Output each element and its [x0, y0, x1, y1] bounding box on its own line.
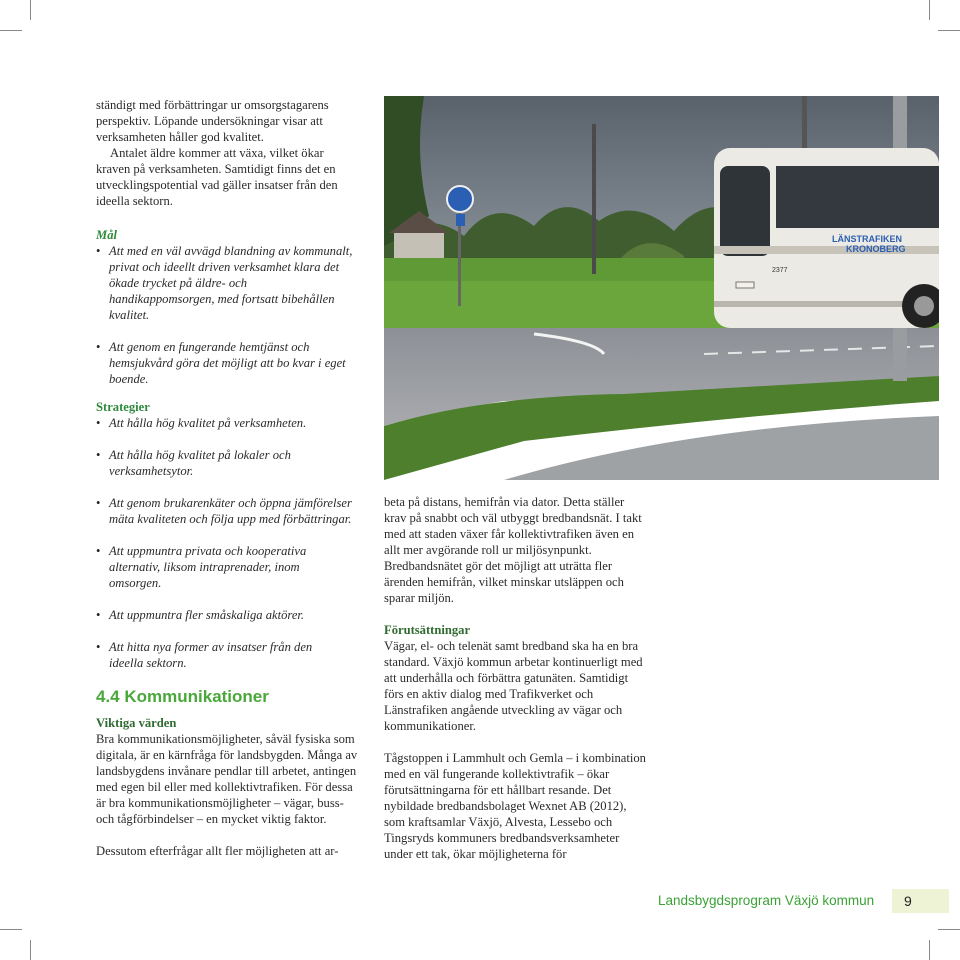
page-number: 9: [892, 889, 949, 913]
list-item: • Att genom en fungerande hemtjänst och hemsjukvård göra det möjligt att bo kvar i eget boende.: [96, 339, 369, 387]
intro-line: verksamheten håller god kvalitet.: [96, 130, 264, 144]
list-item: • Att hålla hög kvalitet på verksamheten.: [96, 415, 378, 431]
crop-mark: [929, 940, 930, 960]
bus-stop-photo: [384, 96, 939, 480]
list-item: • Att hålla hög kvalitet på lokaler och verksamhetsytor.: [96, 447, 344, 479]
list-item: • Att genom brukarenkäter och öppna jämförelser mäta kvaliteten och följa upp med förbättringar.: [96, 495, 374, 527]
viktiga-heading: Viktiga värden: [96, 716, 177, 730]
list-item: • Att uppmuntra fler småskaliga aktörer.: [96, 607, 378, 623]
right-paragraph-2: Vägar, el- och telenät samt bredband ska ha en bra standard. Växjö kommun arbetar kontinuerligt med att underhålla och förbättra gatunäten. Samtidigt förs en aktiv dialog med Trafikverket och Länstrafiken angående utveckling av vägar och kommunikationer.: [384, 639, 643, 733]
crop-mark: [938, 30, 960, 31]
crop-mark: [30, 940, 31, 960]
crop-mark: [938, 929, 960, 930]
viktiga-paragraph: Bra kommunikationsmöjligheter, såväl fysiska som digitala, är en kärnfråga för landsbygden. Många av landsbygdens invånare pendlar till arbetet, antingen med egen bil eller med kollektivtrafiken. För dessa är bra kommunikationsmöjligheter – vägar, buss- och tågförbindelser – en mycket viktig faktor.: [96, 732, 358, 826]
intro-paragraph: [96, 97, 378, 209]
list-item: • Att med en väl avvägd blandning av kommunalt, privat och ideellt driven verksamhet klara det ökade trycket på äldre- och handikappomsorgen, med fortsatt bibehållen kvalitet.: [96, 243, 354, 323]
intro-line: ideella sektorn.: [96, 194, 173, 208]
mal-list: [96, 243, 378, 387]
left-column: [96, 97, 378, 859]
mal-heading: Mål: [96, 228, 117, 242]
strategier-list: [96, 415, 378, 671]
forutsattningar-heading: Förutsättningar: [384, 623, 471, 637]
crop-mark: [0, 929, 22, 930]
crop-mark: [929, 0, 930, 20]
list-item: • Att hitta nya former av insatser från den ideella sektorn.: [96, 639, 334, 671]
intro-line: perspektiv. Löpande undersökningar visar att: [96, 114, 323, 128]
crop-mark: [0, 30, 22, 31]
list-item: • Att uppmuntra privata och kooperativa alternativ, liksom intraprenader, inom omsorgen.: [96, 543, 354, 591]
crop-mark: [30, 0, 31, 20]
right-paragraph-1: beta på distans, hemifrån via dator. Detta ställer krav på snabbt och väl utbyggt bredbandsnät. I takt med att staden växer får kollektivtrafiken även en allt mer avgörande roll ur miljösynpunkt. Bredbandsnätet gör det möjligt att uträtta fler ärenden hemifrån, vilket minskar utsläppen och sparar miljön.: [384, 495, 642, 605]
bus-logo-line2: KRONOBERG: [846, 244, 906, 254]
intro-line: Antalet äldre kommer att växa, vilket ökar: [110, 146, 324, 160]
dessutom-paragraph: Dessutom efterfrågar allt fler möjligheten att ar-: [96, 844, 339, 858]
strategier-heading: Strategier: [96, 400, 150, 414]
right-paragraph-3: Tågstoppen i Lammhult och Gemla – i kombination med en väl fungerande kollektivtrafik – ökar förutsättningarna för ett hållbart resande. Det nybildade bredbandsbolaget Wexnet AB (2012), som kraftsamlar Växjö, Alvesta, Lessebo och Tingsryds kommuners bredbandsverksamheter under ett tak, ökar möjligheterna för: [384, 751, 646, 861]
right-column: [384, 494, 654, 862]
intro-line: ständigt med förbättringar ur omsorgstagarens: [96, 98, 329, 112]
section-title: 4.4 Kommunikationer: [96, 687, 269, 706]
footer-title: Landsbygdsprogram Växjö kommun: [658, 893, 875, 908]
intro-line: utvecklingspotential vad gäller insatser från den: [96, 178, 338, 192]
intro-line: kraven på verksamheten. Samtidigt finns det en: [96, 162, 336, 176]
photo-illustration: [384, 96, 939, 480]
bus-logo-line1: LÄNSTRAFIKEN: [832, 234, 902, 244]
bus-number: 2377: [772, 267, 788, 274]
